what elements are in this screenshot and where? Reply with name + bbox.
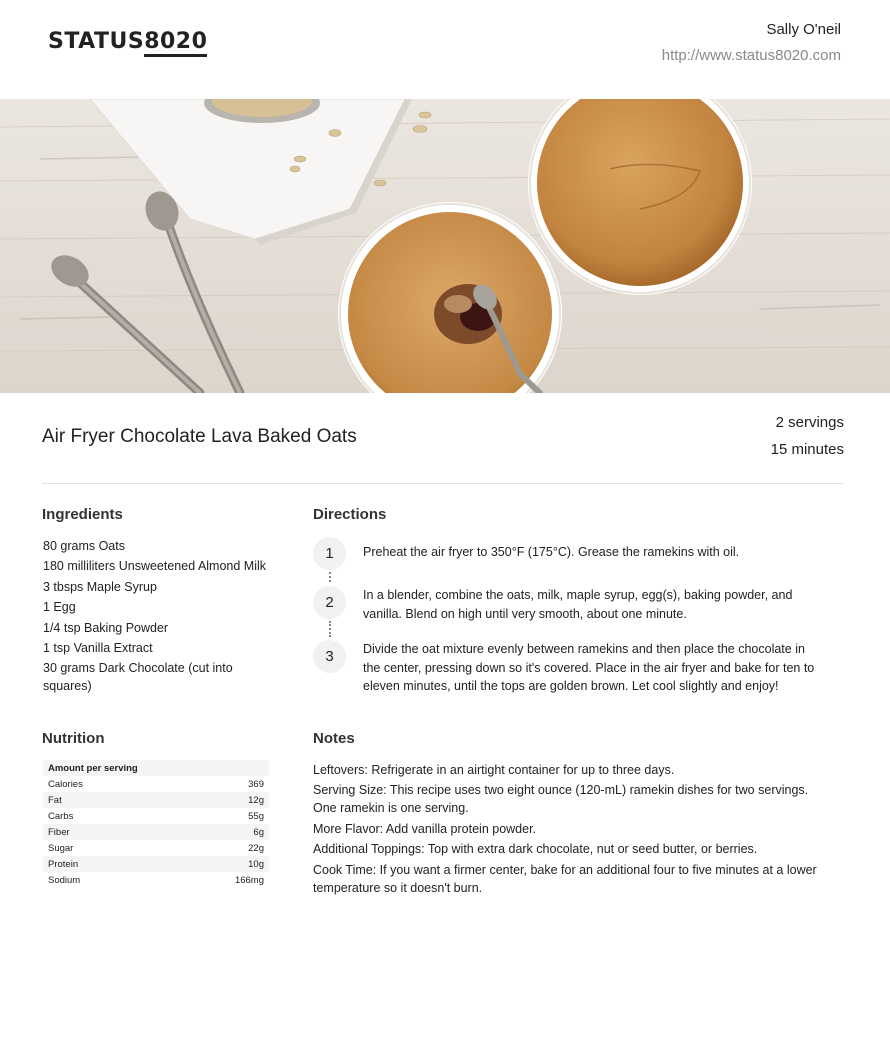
- ingredient-item: 1 tsp Vanilla Extract: [43, 640, 153, 655]
- step-connector: [329, 572, 331, 582]
- step-text: In a blender, combine the oats, milk, maple syrup, egg(s), baking powder, and vanilla. Blend on high until very smooth, about one minute.: [363, 588, 793, 621]
- ingredient-item: 3 tbsps Maple Syrup: [43, 579, 157, 594]
- author-name: Sally O'neil: [766, 21, 841, 38]
- nutrient-label: Fat: [48, 794, 62, 806]
- recipe-title: Air Fryer Chocolate Lava Baked Oats: [42, 426, 357, 447]
- website-link[interactable]: http://www.status8020.com: [661, 47, 841, 64]
- nutrient-value: 22g: [248, 842, 264, 854]
- ingredient-item: 30 grams Dark Chocolate (cut into squares): [43, 661, 233, 694]
- notes-heading: Notes: [313, 730, 355, 747]
- nutrient-label: Protein: [48, 858, 79, 870]
- nutrition-row: [43, 808, 269, 824]
- step-text: Preheat the air fryer to 350°F (175°C). Grease the ramekins with oil.: [363, 545, 740, 559]
- nutrition-heading: Nutrition: [42, 730, 105, 747]
- note-item: Serving Size: This recipe uses two eight ounce (120-mL) ramekin dishes for two servings. One ramekin is one serving.: [313, 783, 809, 816]
- ingredients-heading: Ingredients: [42, 506, 123, 523]
- nutrient-label: Fiber: [48, 826, 70, 838]
- nutrition-row: [43, 856, 269, 872]
- nutrition-row: [43, 840, 269, 856]
- nutrient-value: 10g: [248, 858, 264, 870]
- nutrition-row: [43, 824, 269, 840]
- step-number-badge: 1: [313, 537, 346, 570]
- ingredient-item: 1/4 tsp Baking Powder: [43, 620, 169, 635]
- nutrient-label: Carbs: [48, 810, 74, 822]
- page-header: [0, 0, 890, 99]
- nutrient-value: 6g: [253, 826, 264, 838]
- note-item: Leftovers: Refrigerate in an airtight container for up to three days.: [313, 763, 675, 777]
- step-number-badge: 3: [313, 640, 346, 673]
- nutrition-header-label: Amount per serving: [48, 762, 138, 774]
- nutrition-row: [43, 776, 269, 792]
- step-connector: [329, 621, 331, 637]
- nutrition-row: [43, 872, 269, 888]
- nutrition-header-row: [43, 760, 269, 776]
- step-number-badge: 2: [313, 586, 346, 619]
- note-item: Additional Toppings: Top with extra dark chocolate, nut or seed butter, or berries.: [313, 842, 758, 857]
- nutrient-label: Sodium: [48, 874, 81, 886]
- brand-logo[interactable]: [48, 29, 207, 54]
- ingredient-item: 180 milliliters Unsweetened Almond Milk: [43, 559, 267, 574]
- recipe-photo: [0, 99, 890, 393]
- ingredient-item: 80 grams Oats: [43, 539, 125, 553]
- nutrition-row: [43, 792, 269, 808]
- note-item: More Flavor: Add vanilla protein powder.: [313, 821, 537, 836]
- note-item: Cook Time: If you want a firmer center, bake for an additional four to five minutes at a lower temperature so it doesn't burn.: [313, 862, 817, 895]
- nutrient-value: 12g: [248, 794, 264, 806]
- nutrient-label: Sugar: [48, 842, 74, 854]
- directions-heading: Directions: [313, 506, 387, 523]
- notes-list: [313, 761, 823, 899]
- nutrition-table: [43, 760, 269, 888]
- total-time: 15 minutes: [770, 441, 844, 458]
- servings-count: 2 servings: [775, 414, 844, 431]
- nutrient-value: 369: [248, 778, 264, 790]
- nutrient-label: Calories: [48, 778, 83, 790]
- step-text: Divide the oat mixture evenly between ramekins and then place the chocolate in the center, pressing down so it's covered. Place in the air fryer and bake for ten to eleven minutes, until the tops are golden brown. Let cool slightly and enjoy!: [363, 642, 815, 693]
- ingredients-list: [43, 537, 271, 698]
- baked-oats-photo: [0, 99, 890, 393]
- nutrient-value: 166mg: [234, 874, 264, 886]
- logo-number: 8020: [144, 29, 207, 57]
- recipe-title-row: [42, 410, 844, 484]
- nutrient-value: 55g: [248, 810, 264, 822]
- ingredient-item: 1 Egg: [43, 600, 76, 615]
- logo-text: STATUS: [48, 29, 145, 54]
